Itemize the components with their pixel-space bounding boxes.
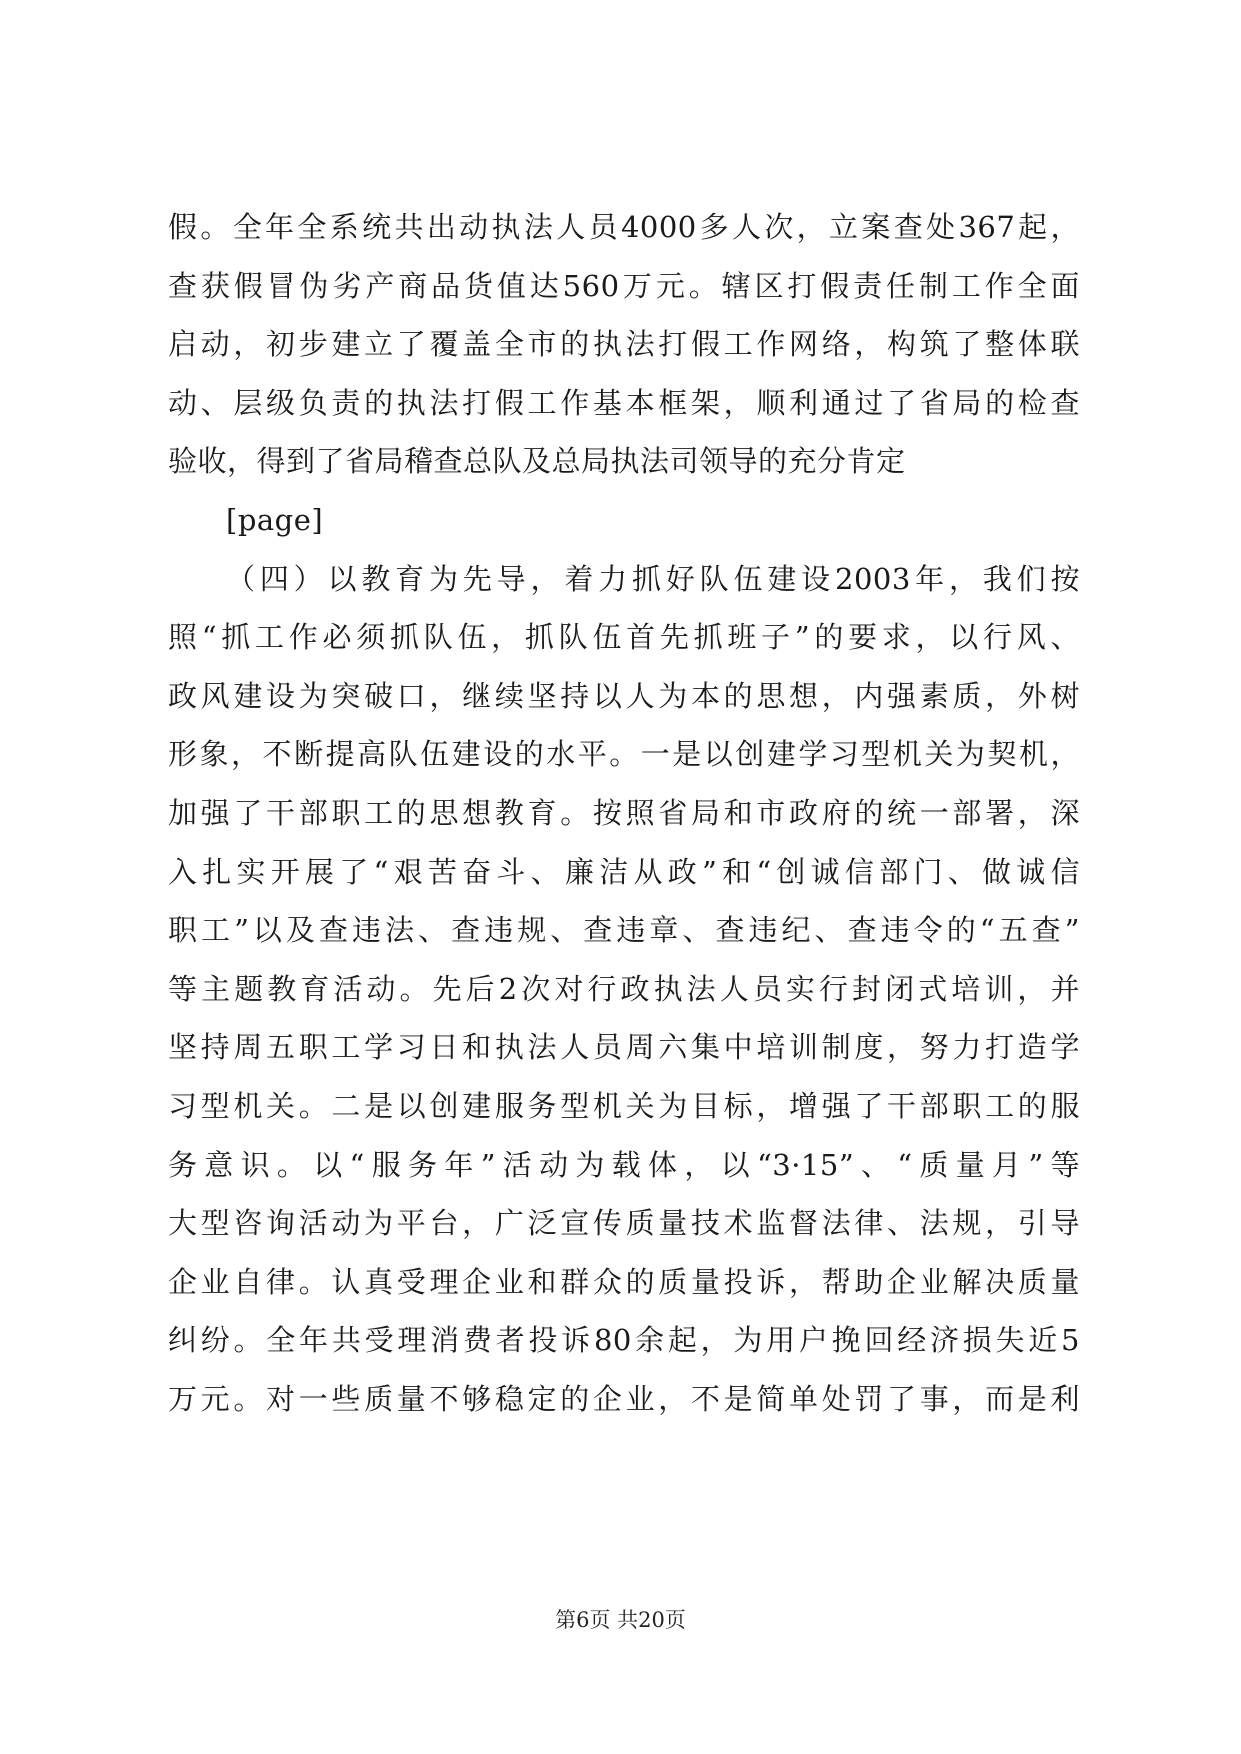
text-line: 务意识。以“服务年”活动为载体，以“3·15”、“质量月”等 [168,1147,1080,1182]
text-line: 动、层级负责的执法打假工作基本框架，顺利通过了省局的检查 [168,385,1080,420]
text-line: 形象，不断提高队伍建设的水平。一是以创建学习型机关为契机， [168,737,1080,772]
text-line: 坚持周五职工学习日和执法人员周六集中培训制度，努力打造学 [168,1030,1080,1065]
text-line: 假。全年全系统共出动执法人员4000多人次，立案查处367起， [168,210,1080,244]
text-line: 企业自律。认真受理企业和群众的质量投诉，帮助企业解决质量 [168,1264,1080,1299]
text-line: （四）以教育为先导，着力抓好队伍建设2003年，我们按 [226,561,1080,596]
page-footer [0,1604,1241,1634]
body-text [168,198,1080,1428]
text-line: 启动，初步建立了覆盖全市的执法打假工作网络，构筑了整体联 [168,327,1080,362]
text-line: 纠纷。全年共受理消费者投诉80余起，为用户挽回经济损失近5 [168,1323,1080,1358]
text-line: 政风建设为突破口，继续坚持以人为本的思想，内强素质，外树 [168,678,1080,713]
text-line: 职工”以及查违法、查违规、查违章、查违纪、查违令的“五查” [168,913,1080,948]
text-line: 万元。对一些质量不够稳定的企业，不是简单处罚了事，而是利 [168,1381,1080,1416]
text-line: 查获假冒伪劣产商品货值达560万元。辖区打假责任制工作全面 [168,268,1080,303]
page-marker: [page] [226,502,324,537]
text-line: 照“抓工作必须抓队伍，抓队伍首先抓班子”的要求，以行风、 [168,620,1080,655]
text-line: 入扎实开展了“艰苦奋斗、廉洁从政”和“创诚信部门、做诚信 [168,854,1080,889]
page-number-label: 第6页 共20页 [555,1608,686,1632]
text-line: 大型咨询活动为平台，广泛宣传质量技术监督法律、法规，引导 [168,1206,1080,1241]
text-line: 加强了干部职工的思想教育。按照省局和市政府的统一部署，深 [168,795,1080,830]
text-line: 等主题教育活动。先后2次对行政执法人员实行封闭式培训，并 [168,971,1080,1006]
text-line: 验收，得到了省局稽查总队及总局执法司领导的充分肯定 [168,444,906,479]
text-line: 习型机关。二是以创建服务型机关为目标，增强了干部职工的服 [168,1088,1080,1123]
